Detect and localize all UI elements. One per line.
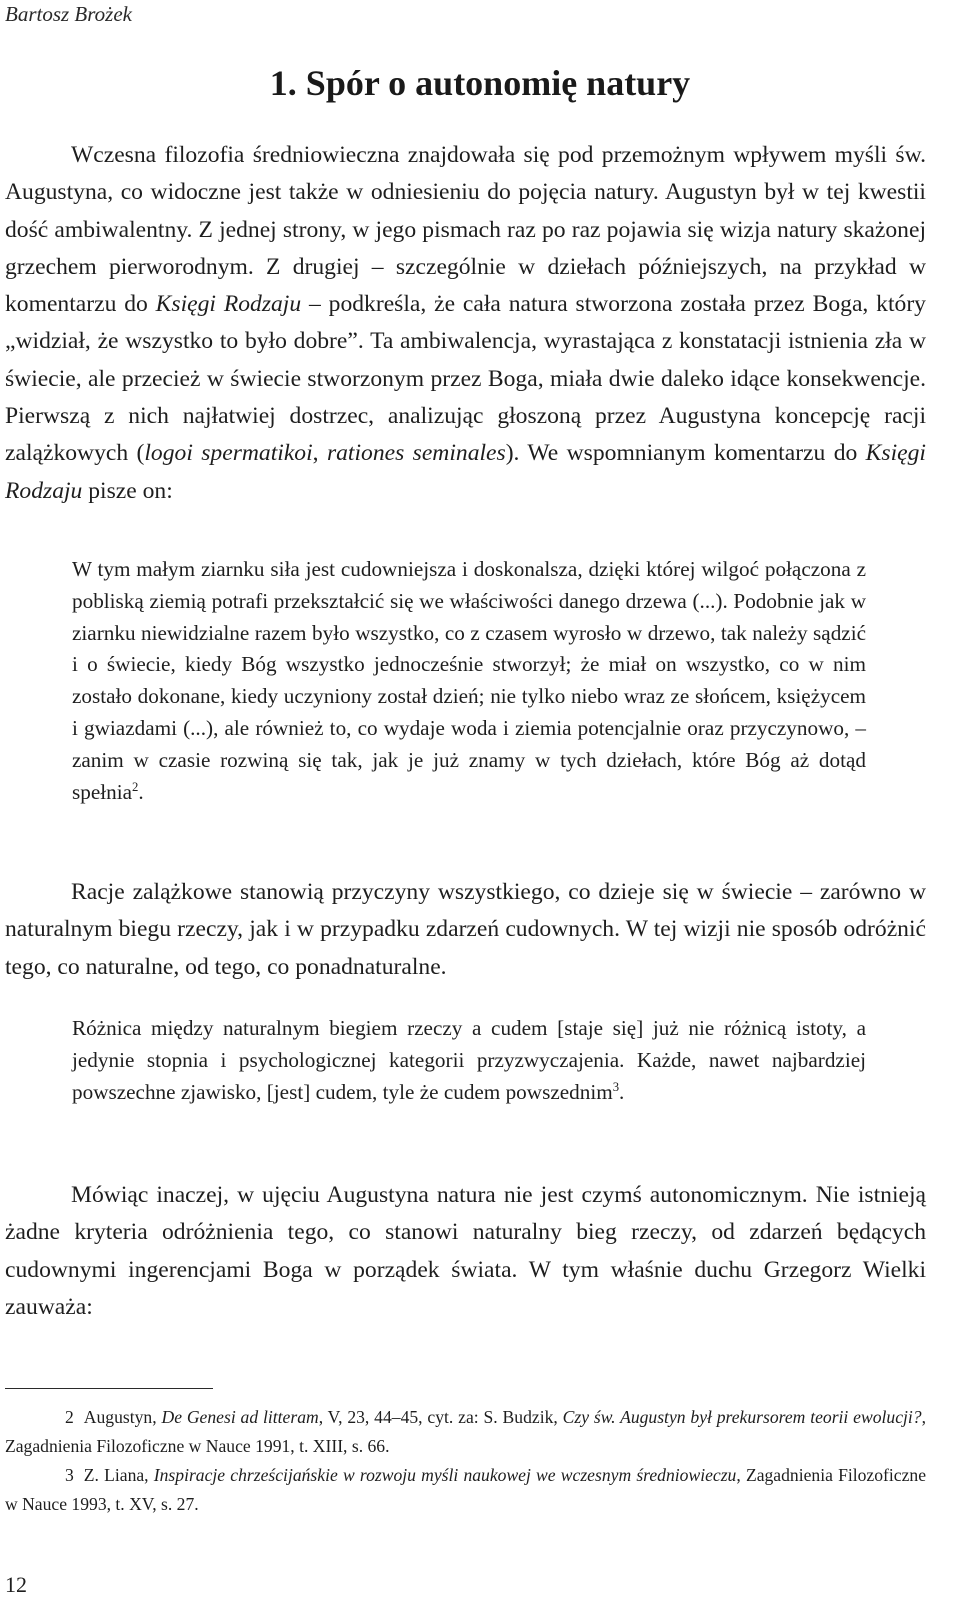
book-title-italic: Księgi Rodzaju — [5, 440, 926, 504]
body-paragraph-1: Wczesna filozofia średniowieczna znajdowała się pod przemożnym wpływem myśli św. Augustyna, co widoczne jest także w odniesieniu do pojęcia natury. Augustyn był w tej kwestii dość ambiwalentny. Z jednej strony, w jego pismach raz po raz pojawia się wizja natury skażonej grzechem pierworodnym. Z drugiej – szczególnie w dziełach późniejszych, na przykład w komentarzu do Księgi Rodzaju – podkreśla, że cała natura stworzona została przez Boga, który „widział, że wszystko to było dobre”. Ta ambiwalencja, wyrastająca z konstatacji istnienia zła w świecie, ale przecież w świecie stworzonym przez Boga, miała dwie daleko idące konsekwencje. Pierwszą z nich najłatwiej dostrzec, analizując głoszoną przez Augustyna koncepcję racji zalążkowych (logoi spermatikoi, rationes seminales). We wspomnianym komentarzu do Księgi Rodzaju pisze on: — [5, 142, 926, 504]
footnote-2: 2 Augustyn, De Genesi ad litteram, V, 23, 44–45, cyt. za: S. Budzik, Czy św. Augustyn był prekursorem teorii ewolucji?, Zagadnienia Filozoficzne w Nauce 1991, t. XIII, s. 66. — [5, 1407, 926, 1456]
body-paragraph-2: Racje zalążkowe stanowią przyczyny wszystkiego, co dzieje się w świecie – zarówno w naturalnym biegu rzeczy, jak i w przypadku zdarzeń cudownych. W tej wizji nie sposób odróżnić tego, co naturalne, od tego, co ponadnaturalne. — [5, 879, 926, 980]
page-number: 12 — [5, 1572, 27, 1597]
book-title-italic: Księgi Rodzaju — [155, 291, 302, 318]
footnote-ref-3[interactable]: 3 — [612, 1079, 620, 1094]
block-quote-1: W tym małym ziarnku siła jest cudowniejsza i doskonalsza, dzięki której wilgoć połączona z pobliską ziemią potrafi przekształcić się we właściwości danego drzewa (...). Podobnie jak w ziarnku niewidzialne razem było wszystko, co z czasem wyrosło w drzewo, tak należy sądzić i o świecie, kiedy Bóg wszystko jednocześnie stworzył; że miał on wszystko, co w nim zostało dokonane, kiedy uczyniony został dzień; nie tylko niebo wraz ze słońcem, księżycem i gwiazdami (...), ale również to, co wydaje woda i ziemia potencjalnie oraz przyczynowo, – zanim w czasie rozwiną się tak, jak je już znamy w tych dziełach, które Bóg aż dotąd spełnia$^2$. — [72, 557, 866, 804]
latin-term-italic: logoi spermatikoi — [144, 440, 313, 467]
running-header-author: Bartosz Brożek — [5, 2, 132, 26]
latin-term-italic: rationes seminales — [326, 440, 506, 467]
block-quote-2: Różnica między naturalnym biegiem rzeczy a cudem [staje się] już nie różnicą istoty, a jedynie stopnia i psychologicznej kategorii przyzwyczajenia. Każde, nawet najbardziej powszechne zjawisko, [jest] cudem, tyle że cudem powszednim$^3$. — [72, 1016, 866, 1104]
body-paragraph-3: Mówiąc inaczej, w ujęciu Augustyna natura nie jest czymś autonomicznym. Nie istnieją żadne kryteria odróżnienia tego, co stanowi naturalny bieg rzeczy, od zdarzeń będących cudownymi ingerencjami Boga w porządek świata. W tym właśnie duchu Grzegorz Wielki zauważa: — [5, 1182, 926, 1320]
footnote-separator — [5, 1388, 213, 1389]
chapter-title: 1. Spór o autonomię natury — [269, 63, 691, 103]
footnote-3: 3 Z. Liana, Inspiracje chrześcijańskie w rozwoju myśli naukowej we wczesnym średniowieczu, Zagadnienia Filozoficzne w Nauce 1993, t. XV, s. 27. — [5, 1465, 927, 1514]
footnote-ref-2[interactable]: 2 — [132, 779, 139, 794]
footnote-number: 2 — [65, 1407, 74, 1427]
footnote-number: 3 — [65, 1465, 74, 1485]
